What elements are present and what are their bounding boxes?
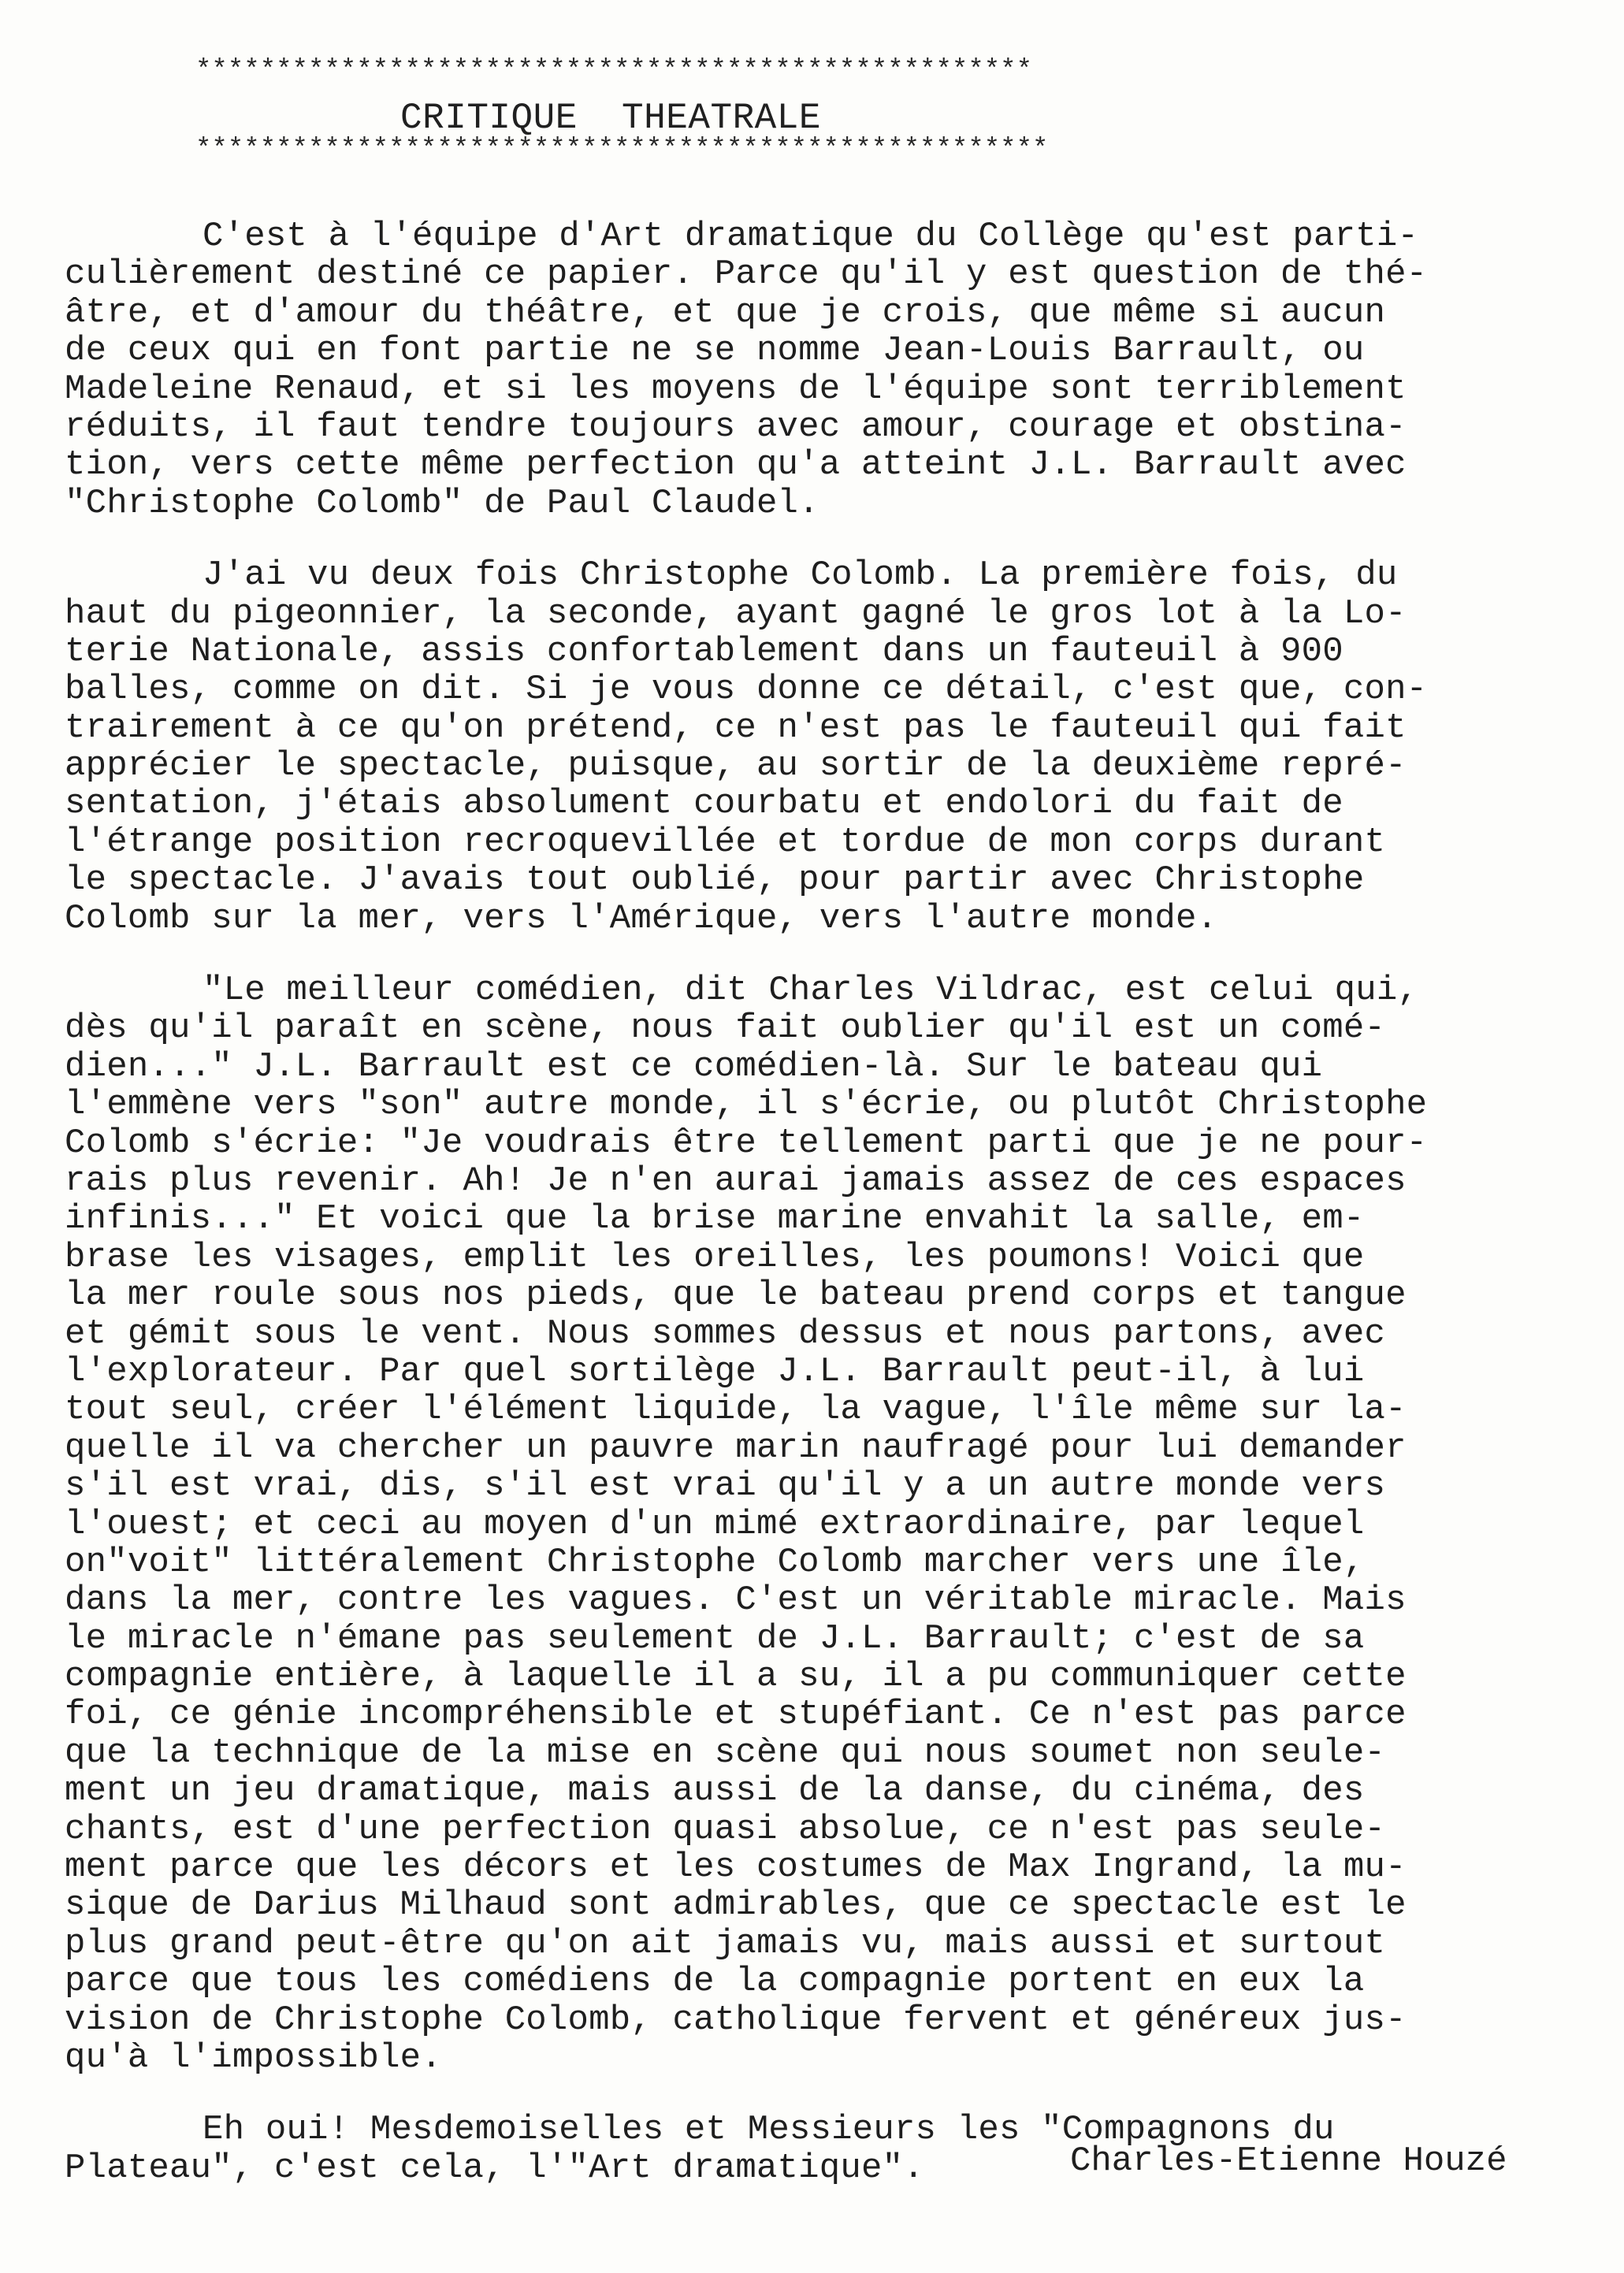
text-line: et gémit sous le vent. Nous sommes dessus et nous partons, avec: [65, 1313, 1386, 1354]
text-line: la mer roule sous nos pieds, que le bateau prend corps et tangue: [65, 1276, 1407, 1316]
text-line: C'est à l'équipe d'Art dramatique du Collège qu'est parti-: [203, 217, 1419, 256]
text-line: vision de Christophe Colomb, catholique fervent et généreux jus-: [65, 2000, 1407, 2040]
article-body: [65, 217, 1609, 2221]
text-line: apprécier le spectacle, puisque, au sortir de la deuxième repré-: [65, 746, 1407, 786]
text-line: quelle il va chercher un pauvre marin naufragé pour lui demander: [65, 1428, 1407, 1468]
text-line: trairement à ce qu'on prétend, ce n'est pas le fauteuil qui fait: [65, 708, 1407, 748]
text-line: rais plus revenir. Ah! Je n'en aurai jamais assez de ces espaces: [65, 1161, 1407, 1201]
text-line: sentation, j'étais absolument courbatu et endolori du fait de: [65, 784, 1343, 824]
text-line: balles, comme on dit. Si je vous donne ce détail, c'est que, con-: [65, 670, 1428, 710]
text-line: plus grand peut-être qu'on ait jamais vu, mais aussi et surtout: [65, 1923, 1386, 1963]
paragraph: [65, 217, 1609, 522]
text-line: s'il est vrai, dis, s'il est vrai qu'il y a un autre monde vers: [65, 1466, 1386, 1506]
paragraph: [65, 971, 1609, 2077]
text-line: compagnie entière, à laquelle il a su, il a pu communiquer cette: [65, 1657, 1407, 1697]
paragraph: [65, 556, 1609, 938]
text-line: tion, vers cette même perfection qu'a atteint J.L. Barrault avec: [65, 445, 1407, 485]
text-line: parce que tous les comédiens de la compagnie portent en eux la: [65, 1962, 1365, 2002]
text-line: "Christophe Colomb" de Paul Claudel.: [65, 483, 819, 523]
text-line: Madeleine Renaud, et si les moyens de l'équipe sont terriblement: [65, 369, 1407, 409]
text-line: sique de Darius Milhaud sont admirables, que ce spectacle est le: [65, 1885, 1407, 1926]
text-line: l'étrange position recroquevillée et tordue de mon corps durant: [65, 822, 1386, 862]
text-line: Plateau", c'est cela, l'"Art dramatique".: [65, 2148, 924, 2188]
text-line: chants, est d'une perfection quasi absolue, ce n'est pas seule-: [65, 1809, 1386, 1849]
text-line: dien..." J.L. Barrault est ce comédien-là. Sur le bateau qui: [65, 1046, 1323, 1086]
text-line: haut du pigeonnier, la seconde, ayant gagné le gros lot à la Lo-: [65, 593, 1407, 633]
text-line: J'ai vu deux fois Christophe Colomb. La première fois, du: [203, 555, 1398, 596]
text-line: le spectacle. J'avais tout oublié, pour partir avec Christophe: [65, 860, 1365, 901]
text-line: on"voit" littéralement Christophe Colomb marcher vers une île,: [65, 1542, 1365, 1582]
text-line: culièrement destiné ce papier. Parce qu'il y est question de thé-: [65, 254, 1428, 295]
text-line: brase les visages, emplit les oreilles, les poumons! Voici que: [65, 1237, 1365, 1277]
text-line: de ceux qui en font partie ne se nomme Jean-Louis Barrault, ou: [65, 331, 1365, 371]
text-line: qu'à l'impossible.: [65, 2037, 442, 2078]
text-line: "Le meilleur comédien, dit Charles Vildrac, est celui qui,: [203, 971, 1419, 1011]
text-line: dans la mer, contre les vagues. C'est un véritable miracle. Mais: [65, 1580, 1407, 1621]
text-line: Eh oui! Mesdemoiselles et Messieurs les "Compagnons du: [203, 2110, 1335, 2150]
text-line: l'explorateur. Par quel sortilège J.L. Barrault peut-il, à lui: [65, 1351, 1365, 1391]
text-line: âtre, et d'amour du théâtre, et que je crois, que même si aucun: [65, 292, 1386, 332]
text-line: foi, ce génie incompréhensible et stupéfiant. Ce n'est pas parce: [65, 1695, 1407, 1735]
text-line: Colomb sur la mer, vers l'Amérique, vers l'autre monde.: [65, 898, 1218, 938]
text-line: infinis..." Et voici que la brise marine envahit la salle, em-: [65, 1199, 1365, 1239]
text-line: tout seul, créer l'élément liquide, la vague, l'île même sur la-: [65, 1390, 1407, 1430]
text-line: l'emmène vers "son" autre monde, il s'écrie, ou plutôt Christophe: [65, 1085, 1428, 1125]
text-line: que la technique de la mise en scène qui nous soumet non seule-: [65, 1733, 1386, 1773]
header-star-rule-top: ****************************************************: [195, 56, 1033, 86]
text-line: ment un jeu dramatique, mais aussi de la danse, du cinéma, des: [65, 1771, 1365, 1811]
author-signature: Charles-Etienne Houzé: [1070, 2141, 1507, 2181]
text-line: réduits, il faut tendre toujours avec amour, courage et obstina-: [65, 407, 1407, 447]
text-line: Colomb s'écrie: "Je voudrais être tellement parti que je ne pour-: [65, 1123, 1428, 1163]
page-title: CRITIQUE THEATRALE: [400, 98, 821, 139]
text-line: terie Nationale, assis confortablement dans un fauteuil à 900: [65, 631, 1343, 671]
text-line: ment parce que les décors et les costumes de Max Ingrand, la mu-: [65, 1848, 1407, 1888]
text-line: le miracle n'émane pas seulement de J.L. Barrault; c'est de sa: [65, 1618, 1365, 1658]
text-line: l'ouest; et ceci au moyen d'un mimé extraordinaire, par lequel: [65, 1504, 1365, 1544]
header-star-rule-bottom: *****************************************************: [195, 135, 1049, 165]
text-line: dès qu'il paraît en scène, nous fait oublier qu'il est un comé-: [65, 1008, 1386, 1049]
